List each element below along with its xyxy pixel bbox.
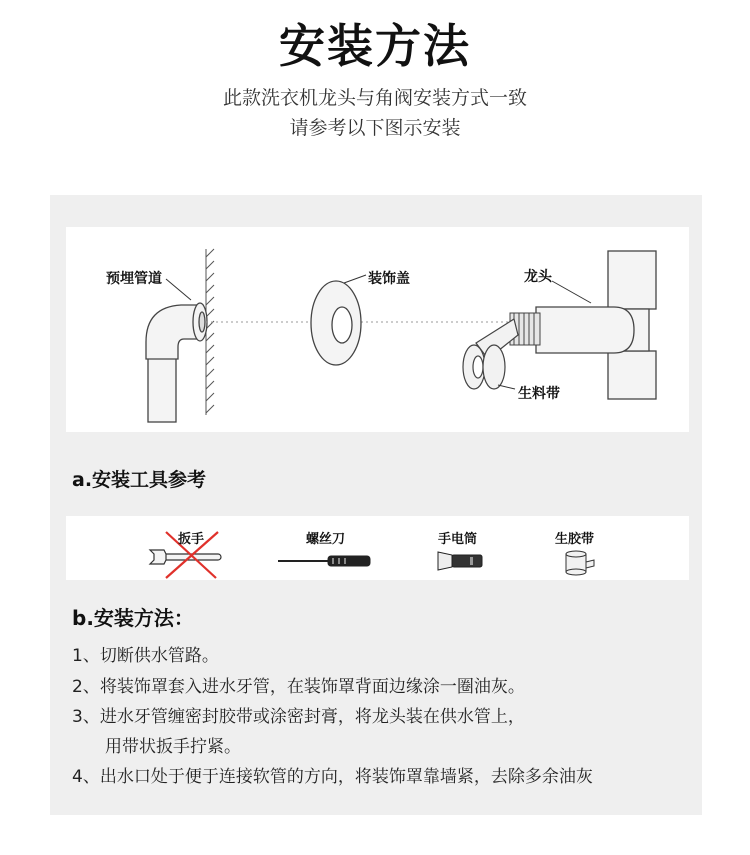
step-4: 4、出水口处于便于连接软管的方向，将装饰罩靠墙紧，去除多余油灰 xyxy=(72,767,593,787)
installation-diagram xyxy=(66,227,689,432)
embedded-pipe xyxy=(146,303,207,422)
label-cover: 装饰盖 xyxy=(368,271,410,287)
page-title: 安装方法 xyxy=(279,19,471,73)
step-1: 1、切断供水管路。 xyxy=(72,646,219,666)
tool-label-flashlight: 手电筒 xyxy=(438,532,478,547)
tool-label-wrench: 扳手 xyxy=(178,532,205,547)
faucet-body xyxy=(536,251,656,399)
section-a-title: a.安装工具参考 xyxy=(72,469,207,491)
flashlight-icon xyxy=(438,552,482,570)
step-3: 3、进水牙管缠密封胶带或涂密封膏，将龙头装在供水管上， xyxy=(72,707,525,727)
section-b-title: b.安装方法： xyxy=(72,606,194,630)
step-3-continued: 用带状扳手拧紧。 xyxy=(105,737,241,757)
tools-illustration xyxy=(66,516,689,580)
subtitle-line-1: 此款洗衣机龙头与角阀安装方式一致 xyxy=(222,87,527,109)
decorative-cover xyxy=(311,281,361,365)
step-2: 2、将装饰罩套入进水牙管，在装饰罩背面边缘涂一圈油灰。 xyxy=(72,677,525,697)
wall-hatching xyxy=(206,249,214,415)
label-pipe: 预埋管道 xyxy=(106,271,162,287)
tape-roll-icon xyxy=(566,551,594,575)
tool-label-screwdriver: 螺丝刀 xyxy=(306,532,346,547)
installation-illustration xyxy=(66,227,689,432)
subtitle-line-2: 请参考以下图示安装 xyxy=(289,117,461,139)
screwdriver-icon xyxy=(278,556,370,566)
tools-strip xyxy=(66,516,689,580)
instruction-panel xyxy=(50,195,702,815)
ptfe-tape xyxy=(463,319,518,389)
label-faucet: 龙头 xyxy=(524,269,552,285)
label-tape: 生料带 xyxy=(518,386,560,402)
tool-label-tape: 生胶带 xyxy=(555,532,595,547)
